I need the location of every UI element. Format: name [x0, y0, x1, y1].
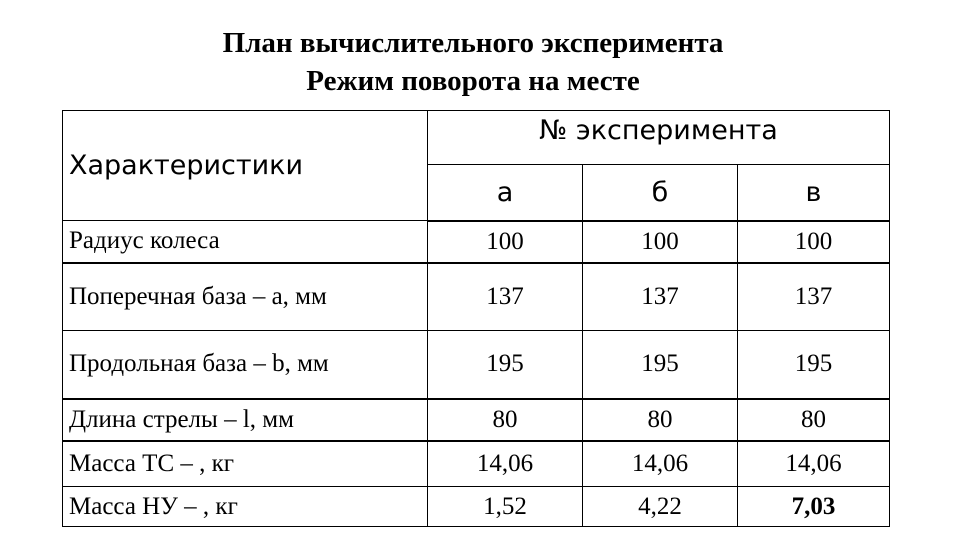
- header-column-b: б: [583, 165, 738, 221]
- table-row: [63, 441, 890, 487]
- cell-value: 137: [583, 263, 738, 331]
- cell-value: 137: [738, 263, 890, 331]
- cell-value: 100: [428, 221, 583, 263]
- cell-value: 195: [738, 331, 890, 399]
- table-row: [63, 263, 890, 331]
- cell-value: 137: [428, 263, 583, 331]
- experiment-plan-table: [62, 110, 890, 527]
- row-label: Масса НУ – , кг: [63, 487, 428, 527]
- cell-value: 80: [583, 399, 738, 441]
- row-label: Радиус колеса: [63, 221, 428, 263]
- table-row: [63, 487, 890, 527]
- header-column-c: в: [738, 165, 890, 221]
- page-title: План вычислительного эксперимента: [222, 27, 724, 59]
- cell-value: 4,22: [583, 487, 738, 527]
- row-label: Продольная база – b, мм: [63, 331, 428, 399]
- table-row: [63, 331, 890, 399]
- cell-value: 14,06: [583, 441, 738, 487]
- cell-value: 195: [428, 331, 583, 399]
- cell-value: 80: [428, 399, 583, 441]
- row-label: Поперечная база – a, мм: [63, 263, 428, 331]
- header-characteristics: Характеристики: [63, 111, 428, 221]
- cell-value: 14,06: [738, 441, 890, 487]
- cell-value: 195: [583, 331, 738, 399]
- cell-value: 1,52: [428, 487, 583, 527]
- cell-value: 14,06: [428, 441, 583, 487]
- cell-value: 80: [738, 399, 890, 441]
- cell-value: 100: [583, 221, 738, 263]
- row-label: Масса ТС – , кг: [63, 441, 428, 487]
- header-experiment-number: № эксперимента: [428, 111, 890, 165]
- page-subtitle: Режим поворота на месте: [306, 65, 640, 97]
- cell-value: 100: [738, 221, 890, 263]
- table-row: [63, 399, 890, 441]
- row-label: Длина стрелы – l, мм: [63, 399, 428, 441]
- table-row: [63, 221, 890, 263]
- header-column-a: а: [428, 165, 583, 221]
- cell-value-highlighted: 7,03: [738, 487, 890, 527]
